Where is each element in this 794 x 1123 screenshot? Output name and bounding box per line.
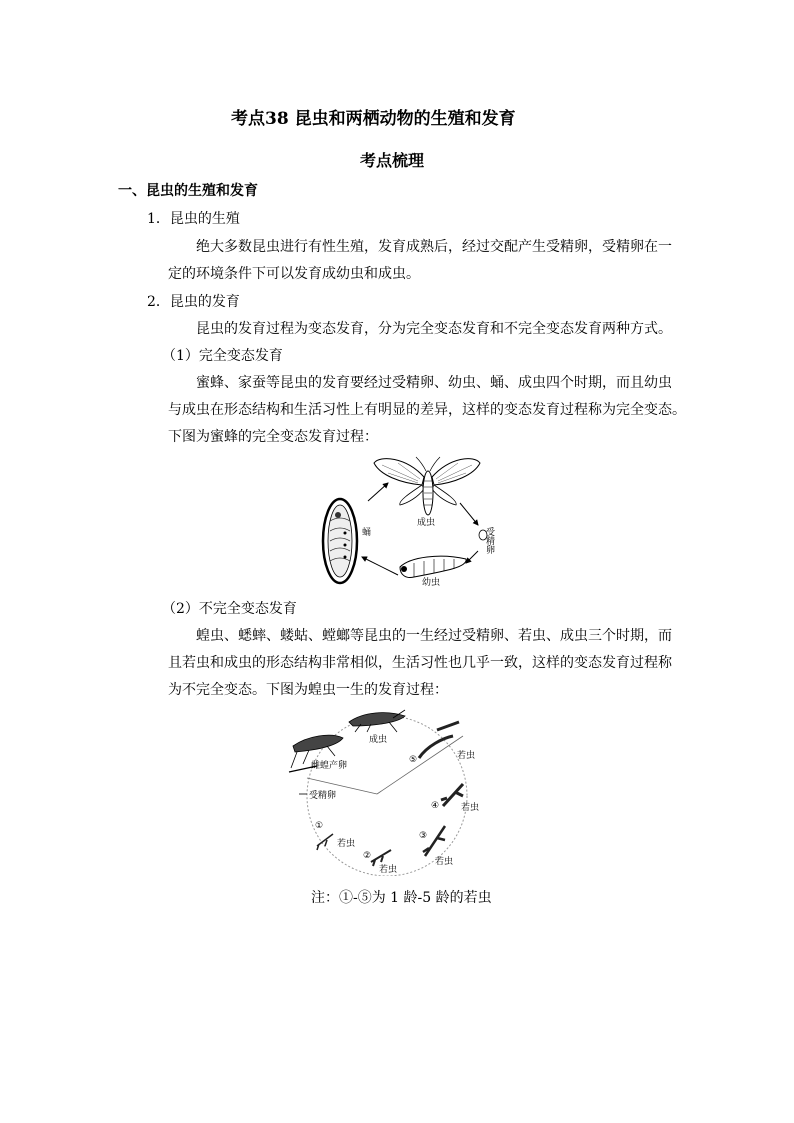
fig2-egg-label: 受精卵: [309, 791, 337, 801]
fig1-pupa-label: 蛹: [362, 528, 372, 538]
arrow-pupa-to-adult: [368, 483, 388, 501]
item1-heading: 1．昆虫的生殖: [147, 211, 240, 227]
locust-lifecycle-figure: [287, 706, 497, 876]
sub1-heading: （1）完全变态发育: [162, 348, 283, 364]
sub1-paragraph-line3: 下图为蜜蜂的完全变态发育过程：: [168, 429, 378, 445]
pupa-icon: [323, 499, 357, 583]
item2-paragraph: 昆虫的发育过程为变态发育，分为完全变态发育和不完全变态发育两种方式。: [196, 321, 672, 337]
sub2-paragraph-line2: 且若虫和成虫的形态结构非常相似，生活习性也几乎一致，这样的变态发育过程称: [168, 655, 672, 671]
fig1-egg-label: 受精卵: [484, 527, 494, 554]
fig2-nymph-label-5: 若虫: [457, 751, 476, 761]
fig2-adult-label: 成虫: [369, 735, 388, 745]
larva-icon: [400, 556, 466, 577]
sub2-paragraph-line3: 为不完全变态。下图为蝗虫一生的发育过程：: [168, 682, 448, 698]
arrow-egg-to-larva: [466, 551, 478, 563]
arrow-larva-to-pupa: [362, 557, 398, 575]
sub1-paragraph-line1: 蜜蜂、家蚕等昆虫的发育要经过受精卵、幼虫、蛹、成虫四个时期，而且幼虫: [196, 375, 672, 391]
arrow-adult-to-egg: [460, 503, 478, 525]
fig2-stage4-marker: ④: [431, 801, 440, 811]
locust-lifecycle-diagram: [287, 706, 497, 876]
bee-lifecycle-figure: [318, 453, 498, 588]
page-subtitle: 考点梳理: [360, 151, 425, 170]
fig1-larva-label: 幼虫: [422, 578, 441, 588]
figure-note: 注：①-⑤为 1 龄-5 龄的若虫: [311, 890, 492, 906]
nymph-stage1-icon: [317, 834, 333, 850]
nymph-stage4-icon: [441, 784, 463, 806]
section-heading: 一、昆虫的生殖和发育: [118, 183, 258, 199]
item1-paragraph-line1: 绝大多数昆虫进行有性生殖，发育成熟后，经过交配产生受精卵，受精卵在一: [196, 239, 672, 255]
fig1-adult-label: 成虫: [417, 518, 436, 528]
fig2-nymph-label-4: 若虫: [461, 803, 480, 813]
item1-paragraph-line2: 定的环境条件下可以发育成幼虫和成虫。: [168, 266, 420, 282]
sub2-heading: （2）不完全变态发育: [162, 601, 297, 617]
fig2-nymph-label-3: 若虫: [435, 857, 454, 867]
sub1-paragraph-line2: 与成虫在形态结构和生活习性上有明显的差异，这样的变态发育过程称为完全变态。: [168, 402, 686, 418]
fig2-nymph-label-1: 若虫: [337, 839, 356, 849]
fig2-stage1-marker: ①: [315, 821, 324, 831]
adult-locust-icon: [349, 710, 405, 732]
page-title: 考点38 昆虫和两栖动物的生殖和发育: [231, 109, 516, 129]
bee-lifecycle-diagram: [318, 453, 498, 588]
nymph-stage2-icon: [371, 850, 391, 866]
fig2-stage2-marker: ②: [363, 851, 372, 861]
adult-insect-icon: [374, 457, 480, 515]
item2-heading: 2．昆虫的发育: [147, 294, 240, 310]
fig2-stage5-marker: ⑤: [409, 755, 418, 765]
fig2-laying-label: 雌蝗产卵: [311, 761, 348, 771]
fig2-nymph-label-2: 若虫: [379, 865, 398, 875]
sub2-paragraph-line1: 蝗虫、蟋蟀、蝼蛄、螳螂等昆虫的一生经过受精卵、若虫、成虫三个时期，而: [196, 628, 672, 644]
fig2-stage3-marker: ③: [419, 831, 428, 841]
